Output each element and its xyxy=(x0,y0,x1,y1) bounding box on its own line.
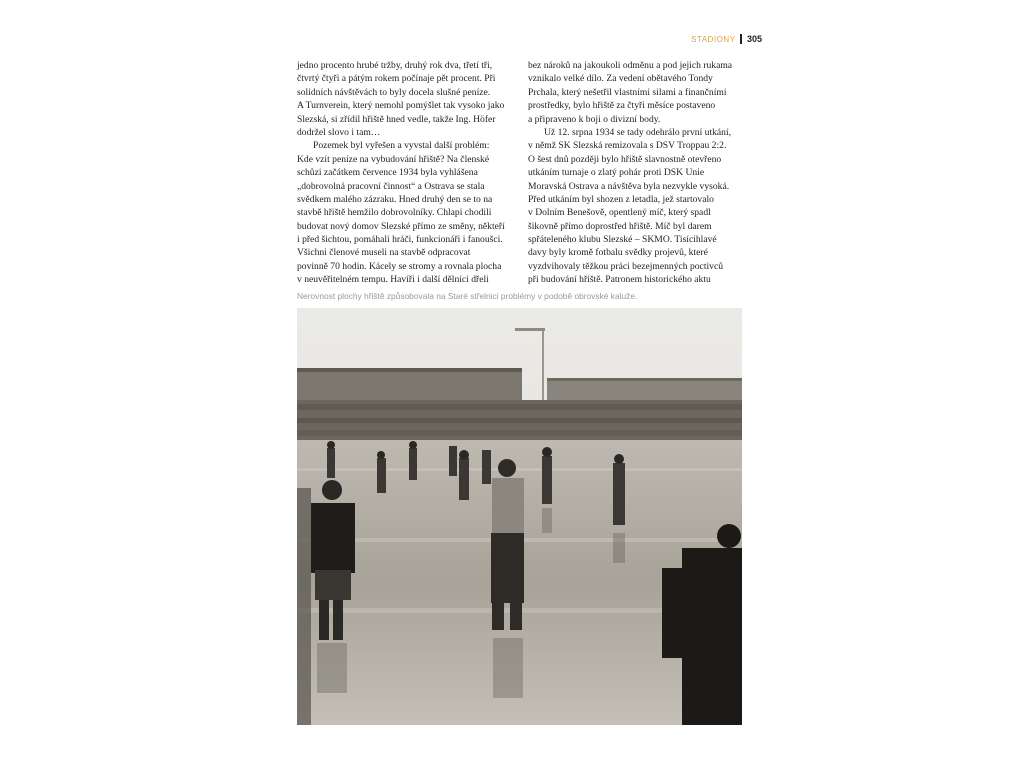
text-line: Slezská, si zřídil hřiště hned vedle, takže Ing. Höfer xyxy=(297,113,496,125)
text-line: šikovně přímo doprostřed hřiště. Míč byl darem xyxy=(528,220,712,232)
text-line: vyzdvihovaly těžkou práci bezejmenných poctivců xyxy=(528,260,723,272)
text-line: utkáním turnaje o zlatý pohár proti DSK Unie xyxy=(528,167,705,179)
text-line: v neuvěřitelném tempu. Havíři i další dělníci dřeli xyxy=(297,274,489,286)
text-line: v Dolním Benešově, opentlený míč, který spadl xyxy=(528,207,711,219)
text-line: Už 12. srpna 1934 se tady odehrálo první utkání, xyxy=(544,126,732,138)
text-line: Prchala, který nešetřil vlastními silami a finančními xyxy=(528,86,727,98)
text-line: svědkem malého zázraku. Hned druhý den se to na xyxy=(297,193,493,205)
text-line: i před šichtou, pomáhali hráči, funkcionáři i fanoušci. xyxy=(297,234,503,246)
text-line: a připraveno k boji o divizní body. xyxy=(528,113,661,125)
text-line: spřáteleného klubu Slezské – SKMO. Tisícihlavé xyxy=(528,234,717,246)
text-line: vznikalo velké dílo. Za vedení obětavého Tondy xyxy=(528,73,713,85)
text-line: Všichni členové museli na stavbě odpracovat xyxy=(297,247,471,259)
text-line: schůzi začátkem července 1934 byla vyhlášena xyxy=(297,167,478,179)
text-line: bez nároků na jakoukoli odměnu a pod jejich rukama xyxy=(528,60,733,71)
text-line: budovat nový domov Slezské přímo ze směny, někteří xyxy=(297,220,505,232)
page-number: 305 xyxy=(746,34,762,44)
text-line: Moravská Ostrava a návštěva byla nezvykle vysoká. xyxy=(528,180,730,192)
header-divider xyxy=(740,34,742,44)
text-line: při budování hřiště. Patronem historického aktu xyxy=(528,274,711,286)
text-line: čtvrtý čtyři a pátým rokem počínaje pět procent. Při xyxy=(297,73,496,85)
text-line: solidních návštěvách to byly docela slušné peníze. xyxy=(297,86,491,98)
section-title: STADIONY xyxy=(691,34,736,44)
text-line: prostředky, bylo hřiště za čtyři měsíce postaveno xyxy=(528,100,716,112)
text-line: davy byly kromě fotbalu svědky projevů, které xyxy=(528,247,708,259)
text-line: stavbě hřiště hemžilo dobrovolníky. Chlapi chodili xyxy=(297,207,492,219)
text-line: Před utkáním byl shozen z letadla, jež startovalo xyxy=(528,193,714,205)
text-line: Kde vzít peníze na vybudování hřiště? Na členské xyxy=(297,153,490,165)
historic-photo xyxy=(297,308,742,725)
text-line: A Turnverein, který nemohl pomýšlet tak vysoko jako xyxy=(297,100,505,112)
text-line: „dobrovolná pracovní činnost“ a Ostrava se stala xyxy=(297,180,485,192)
text-line: Pozemek byl vyřešen a vyvstal další problém: xyxy=(313,140,490,152)
text-line: O šest dnů později bylo hřiště slavnostně otevřeno xyxy=(528,153,722,165)
right-text-column xyxy=(528,59,743,287)
text-line: v němž SK Slezská remizovala s DSV Troppau 2:2. xyxy=(528,140,727,152)
photo-caption: Nerovnost plochy hřiště způsobovala na Staré střelnici problémy v podobě obrovské kaluže. xyxy=(297,291,638,301)
text-line: povinně 70 hodin. Kácely se stromy a rovnala plocha xyxy=(297,260,502,272)
text-line: dodržel slovo i tam… xyxy=(297,126,381,138)
running-head xyxy=(691,34,762,44)
muddy-pitch-photo xyxy=(297,308,742,725)
left-text-column xyxy=(297,59,512,287)
text-line: jedno procento hrubé tržby, druhý rok dva, třetí tři, xyxy=(297,60,493,71)
